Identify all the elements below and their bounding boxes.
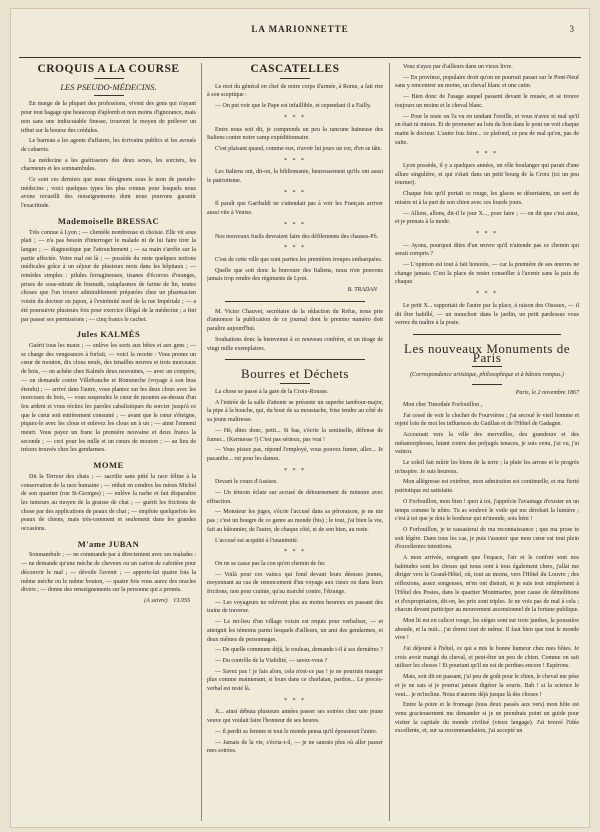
paragraph: — il perdit sa femme et tout le monde pensa qu'il épouserait l'autre. xyxy=(215,728,378,735)
column-middle xyxy=(207,63,383,823)
paragraph: Devant le cours d'Assises. xyxy=(215,479,278,486)
star-separator: * * * xyxy=(284,245,306,252)
paragraph: C'est de cette ville que sont parties les premières troupes embarquées. xyxy=(215,256,383,263)
paragraph: M. Victor Chauvet, secrétaire de la rédaction du Refus, nous prie d'annoncer la publication de ce journal dont le premier numéro doit paraître aujourd'hui. xyxy=(207,308,383,333)
paragraph: A l'entrée de la salle d'attente se présente un superbe tambour-major, la pipe à la bouche, qui, du bout de sa moustache, frise tendre au côté de sa jeune maîtresse. xyxy=(207,399,383,424)
paragraph: O Forfouillon, je te rassasierai de ma reconnaissance ; que ma prose te soit légère. Dans tous les cas, je puis t'assurer que mon cœur est tout plein d'excellentes intentions. xyxy=(395,526,579,551)
signature: CUISS xyxy=(173,597,190,604)
article-subtitle: LES PSEUDO-MÉDECINS. xyxy=(60,81,157,92)
divider xyxy=(472,384,502,385)
paragraph: — De quelle commune déjà, le rouleau, demande t-il à ses dernières ? xyxy=(215,647,383,654)
section-heading: Jules KALMÈS xyxy=(76,329,141,340)
paragraph: Vous n'ayez par d'ailleurs dans un vieux livre. xyxy=(403,64,513,70)
masthead xyxy=(11,9,589,35)
star-separator: * * * xyxy=(476,291,498,298)
signature: B. TRADAN xyxy=(347,287,377,294)
paragraph: Entre nous soit dit, je comprends un peu la rancune haineuse des Italiens contre notre camp expéditionnaire. xyxy=(207,126,383,142)
paragraph: La chose se passe à la gare de la Croix-Rousse. xyxy=(215,388,329,395)
star-separator: * * * xyxy=(284,157,306,164)
star-separator: * * * xyxy=(284,189,306,196)
star-separator: * * * xyxy=(284,697,306,704)
article-subtitle: (Correspondance artistique, philosophique et à bâtons rompus.) xyxy=(410,372,564,379)
paragraph: Le soleil fait mûrir les biens de la terre ; la pluie les arrose et le progrès m'inspire. Je suis heureux. xyxy=(395,460,579,475)
to-be-continued: (A suivre) xyxy=(144,597,168,604)
paragraph: Accourant vers la ville des merveilles, des grandeurs et des métamorphoses, lutant contre des préjugés tenaces, je suis venu, j'ai vu, j'ai vaincu. xyxy=(395,431,579,456)
section-heading: Mademoiselle BRESSAC xyxy=(57,215,160,226)
section-heading: M'ame JUBAN xyxy=(77,538,140,549)
paragraph: — Bien donc de l'usage auquel passent devant le musée, et se trouve toujours un moine et le cheval blanc. xyxy=(395,94,579,109)
paragraph: C'est plaisant quand, comme eux, n'avoir lui jours un cor, d'en se tâte. xyxy=(215,145,382,152)
paragraph: — Ayons, pourquoi dites d'un œuvre qu'il n'attende pas ce chemin qui serait compris ? xyxy=(395,242,579,258)
star-separator: * * * xyxy=(284,467,306,474)
paragraph: Mon allégresse est extrême, mon admiration est continuelle, et ma fierté patriotique est satisfaite. xyxy=(395,479,579,495)
paragraph: Entre la poire et le fromage (tous deux passés aux vers) mon hôte est venu gracieusement me demander si je ne prendrais point un guide pour visiter la capitale du monde civilisé (vieux langage). J'ai trouvé l'idée excellente, et, sur sa recommandation, j'ai accepté un xyxy=(395,702,579,735)
paragraph: Le petit X... rapportait de l'autre par la place, à raison des Oiseaux, — il dit être habillé, — un mouchoir dans le jardin, un petit pardessus vous verrez du maître à la poste. xyxy=(395,302,579,327)
divider xyxy=(472,366,502,367)
paragraph: — Pour le reste on l'a vu en tendant l'oreille, et vous n'avez ni mal qu'il en était ni mieux. Et de promener au loin du lion dans le pont on voit chaque matin le docteur. L'autre fois faire... ce plafond, ce peu de mal qu'on, pas de suite. xyxy=(395,113,579,146)
paragraph: Mon lit est en calicot rouge, les sièges sont sur trois jambes, la poussière abonde, et la nuit... j'ai dormi tout de même. Il faut bien que tout le monde vive ! xyxy=(395,617,579,642)
paragraph: La médecine a les guérisseurs des deux sexes, les sorciers, les charmeurs et les somnambules. xyxy=(21,157,196,173)
paragraph: Les Italiens ont, dit-on, la bibliomanie, heureusement qu'ils ont aussi le patriotisme. xyxy=(207,169,383,185)
paragraph: Très connue à Lyon ; — clientèle nombreuse et choisie. Elle vit sous plait ; — n'a pas besoin d'interroger le malade ni de lui faire tirer la langue ; — diagnostique par l'attouchement ; — sa main s'arrête sur la partie affectée. Votre mal est là ; — possède du reste quelques notions médicales grâce à un séjour de plusieurs mois dans les hôpitaux ; — remèdes simples : pilules ferrugineuses, tisanes d'écorces d'oranges, prises de sous-nitrate de bismuth, cataplasmes de farine de lin, toutes choses que l'on trouve admirablement préparées chez un pharmacien voisin du docteur en jupon, à l'extrémité nord de la rue Impériale ; — a été poursuivie plusieurs fois pour exercice illégal de la médecine ; a fini par passer ses permissions ; — cinq francs le cachet. xyxy=(21,229,196,323)
signature-line xyxy=(21,597,190,606)
section-heading: MOME xyxy=(93,460,124,471)
salutation: Mon cher Timothée Forfouillon , xyxy=(403,401,483,408)
paragraph: Lyon possède, il y a quelques années, un rôle boulanger qui parait d'une allure singulière, et qui s'était dans un petit bourg de la Croix (ici un peu tourner). xyxy=(395,163,579,187)
paragraph: Chaque fois qu'il portait ce rouge, les glaces se désertaient, un sort de misère ni à la part de son chien avec ces lourds jours. xyxy=(395,191,579,206)
paragraph: — L'opinion est tout à fait honorée, — car la première de ses œuvres ne change jamais. C'est la place de rester conseiller à l'avenir sans la paix de chaque. xyxy=(395,262,579,286)
paragraph: Nos nouveaux fusils devraient faire des défilements des chasses-Pô. xyxy=(215,233,379,240)
divider xyxy=(225,359,366,360)
star-separator: * * * xyxy=(284,114,306,121)
paragraph: Souhaitons donc la bienvenue à ce nouveau confrère, et un tirage de vingt mille exemplaires. xyxy=(207,336,383,352)
article-title: CROQUIS A LA COURSE xyxy=(37,63,180,75)
column-right xyxy=(395,63,579,823)
paragraph: Quelle que soit donc la bravoure des Italiens, nous n'en pouvons jamais trop rendre des régiments de Lyon. xyxy=(207,267,383,283)
divider xyxy=(94,95,124,96)
paragraph: — Savez pas ! je fais alors, cela n'est-ce pas ! je ne pourrais manger plus comme maintenant, si leurs dans ce charlatan, pardon... Le procès-verbal est resté là. xyxy=(207,668,383,693)
article-title: CASCATELLES xyxy=(250,63,340,75)
paragraph: — Voilà pour ces vaincs qui fond devant leurs déesses jeunes, moyennant au cas de renoncement d'un voyage aux cieux ou dans leurs frictions, non pour crainte, qu'au marché contre, l'étrange. xyxy=(207,571,383,596)
page-number: 3 xyxy=(569,24,575,34)
paragraph: — En province, populaire droit qu'on ne pourrait passer sur le Pont-Neuf sans y rencontrer un moine, un cheval blanc et une catin. xyxy=(395,74,579,90)
paragraph: On ne se casse pas la cou qu'en chemin de fer. xyxy=(215,560,326,567)
article-title: Les nouveaux Monuments de Paris xyxy=(404,340,570,365)
star-separator: * * * xyxy=(476,151,498,158)
paragraph: — Vous pissez pas, répond l'employé, vous pouvez fumer, allez... Je pacanthe... rut pour les dames. xyxy=(207,447,383,462)
star-separator: * * * xyxy=(284,221,306,228)
paragraph: Dit la Terreur des chats ; — sacrifie sans pitié la race féline à la conservation de la race humaine ; — réduit en cendres les mères Michel de son quartier (rue St-Georges) ; — enlève la rache et fait disparaître les tumeurs au moyen de la graisse de chat ; — guérit les frictions de chose par des applications de peaux de chat ; — emploie quelquefois les peaux de chiens, mais très-rarement et seulement dans les grandes occasions. xyxy=(21,473,196,533)
paragraph: J'ai déjeuné à l'hôtel, ce qui a mis le bonne humeur chez mes hôtes. Je crois avoir mangé du cheval, et peut-être un peu de chien. Comme on sait utiliser les choses ! Et pourtant qu'il en est de perdues encore ! Espérons. xyxy=(395,646,579,670)
paragraph: — Monsieur les juges, s'écrie l'accusé dans sa péroraison, je ne nie pas ; c'est un bougre de ce genre au monde (bis) ; le tout, j'ai bien la vie, fait au bâtonnier, de l'autre, de chaque côté, et de son bien, au reste. xyxy=(207,509,383,533)
paragraph: En marge de la plupart des professions, vivent des gens qui n'ayant pour tout bagage que beaucoup d'aplomb et non moins d'ignorance, mais non sans une indiscutable finesse, trouvent le moyen de prélever un tribut sur la bourse des crédules. xyxy=(21,101,196,134)
masthead-title: LA MARIONNETTE xyxy=(251,24,349,34)
paragraph: — Du contrôle de la Viabilité, — savez-vous ? xyxy=(215,657,328,664)
column-left xyxy=(21,63,196,823)
top-rule xyxy=(19,57,581,58)
paragraph: Il paraît que Garibaldi ne s'attendait pas à voir les Français arriver aussi vite à Venise. xyxy=(207,201,383,217)
divider xyxy=(225,301,366,302)
paragraph: L'accusé est acquitté à l'unanimité. xyxy=(215,537,299,544)
paragraph: — Allons, allons, dit-il le jour X..., pour faire ; — on dit que c'est ainsi, et je prenais à la mode. xyxy=(395,210,579,226)
column-divider xyxy=(201,63,202,821)
paragraph: Le barreau a les agents d'affaires, les écrivains publics et les avoués de cabarets. xyxy=(21,138,196,153)
divider xyxy=(94,78,124,79)
paragraph: — Le mi-lieu d'un village voisin est requis pour verbaliser, — et atteignit les témoins parmi lesquels d'ailleurs, un ami des gendarmes, et deux mêmes de personnages. xyxy=(207,619,383,643)
paragraph: Guérit tous les maux ; — enlève les sorts aux bêtes et aux gens ; — se charge des vengeances à forfait, — voici la recette : Vous prenez un cœur de mouton, dix clous neufs, des tenailles neuves et trois morceaux de bois, — on achète chez Kalmès deux neuvaines, — avec un compère, — on demande contre Villefranche et Rommeche (voyage à son bras étendu) ; — arrivé dans l'autre, vous plantez sur les deux clous avec les morceaux de bois, — vous suspendez le cœur de mouton au-dessus d'un feu ardent et vous récitez les paroles cabalistiques du sorcier jusqu'à ce que le cœur soit entièrement consumé ; — avant que le cœur s'éteigne, piquez-le avec les clous et enlevez les clous un à un ; — ainsi l'ennemi meurt. Vous payez un franc la première neuvaine et deux francs la seconde ; — ceci pour les mille et un cœurs de mouton ; — au lieu de trésors trouvés chez les gendarmes. xyxy=(21,342,196,454)
paragraph: Somnambule ; — ne commande par à directement avec ses malades : — ne demande qu'une mèche de cheveux ou un carton de cafetière pour découvrir le mal ; — dévoile l'avenir ; — apporte-lui quatre fois la même mèche ou le même bouton, — quatre fois vous aurez des oracles divers ; — donne des renseignements sur la personne qui a promis. xyxy=(21,552,196,594)
paragraph: — Jamais de la vie, s'écria-t-il, — je ne saurais plus où aller passer mes soirées. xyxy=(207,739,383,755)
paragraph: Le mot du général en chef de notre corps d'armée, à Rome, a fait rire à son sceptique : xyxy=(207,83,383,99)
paragraph: — On put voir que le Pape est infaillible, et cependant il a Failly. xyxy=(215,103,372,110)
paragraph: J'ai cessé de voir le clocher de Fourvières ; j'ai secoué le vieil homme et rejeté loin de moi les influences du Gatillan et de l'Hôtel de Gadagne. xyxy=(395,412,579,428)
newspaper-page xyxy=(10,8,590,828)
paragraph: — Hé, dites donc, petit... Si bas, s'écrie la sentinelle, défense de fumer... (Kermesse !) C'est pas sérieux, pas vrai ! xyxy=(207,427,383,443)
star-separator: * * * xyxy=(284,549,306,556)
divider xyxy=(280,383,310,384)
paragraph: — Un témoin éclate sur accusé de détournement de mineure avec effraction. xyxy=(207,490,383,505)
paragraph: Ce sont ces derniers que nous désignons sous le nom de pseudo-médecins ; voici quelques types les plus connus pour lesquels nous avons recueilli des renseignements dont nous pouvons garantir l'exactitude. xyxy=(21,177,196,210)
paragraph: X... ainsi débuta plusieurs années passer ses soirées chez une jeune veuve qui voulait faire l'honneur de ses heures. xyxy=(207,709,383,725)
column-divider xyxy=(389,63,390,821)
article-title: Bourres et Déchets xyxy=(241,366,349,382)
paragraph: O Forfouillon, mon bien ! quoi à toi, j'apprécie l'avantage d'exister en un temps comme le nôtre. Tu as soulevé le voile qui me dérobait la lumière ; c'est à toi que je dois le bonheur qui m'inonde, sois béni ! xyxy=(395,498,579,523)
divider xyxy=(413,334,560,335)
paragraph: A mon arrivée, songeant que l'espace, l'air et le confort sont nos habitudes sont les choses qui nous sont à tous également chers, j'allai me diriger vers le Grand-Hôtel, où, tout au moins, vers l'Hôtel du Louvre ; des réflexions, assez songeuses, m'en ont distrait, et je suis tout simplement à l'Hôtel des Postes, dans le quartier Montmartre, pour cause de démolitions et d'expropriation, dit-on, les prix sont triples. Je ne vois pas de mal à cela ; chacun devant participer au mouvement ascensionnel de la fortune publique. xyxy=(395,555,579,614)
paragraph: Mais, soit dit en passant, j'ai peu de goût pour le chien, le cheval me pèse et je ne sais si je pourrai jamais digérer la souris. Bah ! si la science le veut... je m'incline. Nous n'aurons déjà jusque là des choses ! xyxy=(395,674,579,698)
divider xyxy=(280,78,310,79)
letter-date: Paris, le 2 novembre 1867 xyxy=(515,390,579,397)
paragraph: — Les voyageurs ne relèvent plus au moins heureux en passant des trains de traverse. xyxy=(207,599,383,615)
star-separator: * * * xyxy=(476,230,498,237)
